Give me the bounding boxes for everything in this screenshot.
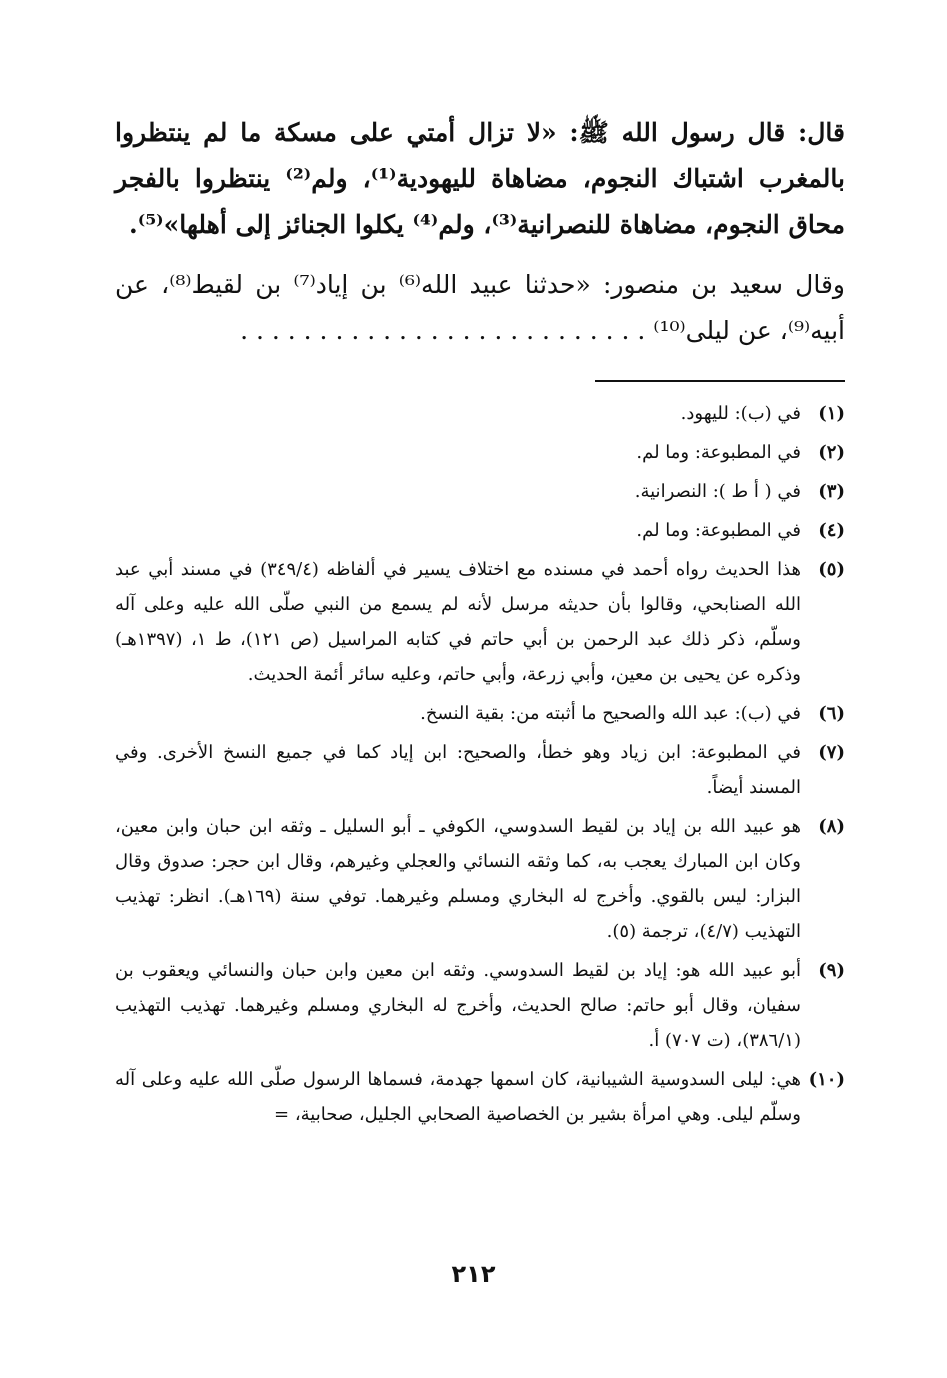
footnote-number: (٦) [818, 703, 845, 724]
footnote-text: أبو عبيد الله هو: إياد بن لقيط السدوسي. وثقه ابن معين وابن حبان والنسائي ويعقوب بن سفيان، وقال أبو حاتم: صالح الحديث، وأخرج له البخاري ومسلم وغيرهما. تهذيب التهذيب (٣٨٦/١)، (ت ٧٠٧) أ. [115, 960, 801, 1051]
footnote [115, 809, 845, 949]
footnote-number: (٤) [818, 520, 845, 541]
page-content [115, 110, 845, 1136]
footnote [115, 953, 845, 1058]
footnote-text: في ( أ ط ): النصرانية. [634, 481, 801, 502]
footnote [115, 696, 845, 731]
footnote-number: (٣) [818, 481, 845, 502]
footnote [115, 552, 845, 692]
page-number: ٢١٢ [451, 1260, 496, 1288]
footnote [115, 435, 845, 470]
footnote-text: في (ب): لليهود. [680, 403, 801, 424]
hadith-paragraph: قال: قال رسول الله ﷺ: «لا تزال أمتي على مسكة ما لم ينتظروا بالمغرب اشتباك النجوم، مضاهاة لليهودية⁽¹⁾، ولم⁽²⁾ ينتظروا بالفجر محاق النجوم، مضاهاة للنصرانية⁽³⁾، ولم⁽⁴⁾ يكلوا الجنائز إلى أهلها»⁽⁵⁾. [115, 118, 845, 239]
footnote [115, 1062, 845, 1132]
footnote-text: في (ب): عبد الله والصحيح ما أثبته من: بقية النسخ. [420, 703, 801, 724]
main-text [115, 110, 845, 354]
footnote-text: في المطبوعة: وما لم. [636, 520, 801, 541]
footnote-text: هي: ليلى السدوسية الشيبانية، كان اسمها جهدمة، فسماها الرسول صلّى الله عليه وعلى آله وسلّم ليلى. وهي امرأة بشير بن الخصاصية الصحابي الجليل، صحابية، = [115, 1069, 801, 1125]
footnote-text: هذا الحديث رواه أحمد في مسنده مع اختلاف يسير في ألفاظه (٣٤٩/٤) في مسند أبي عبد الله الصنابحي، وقالوا بأن حديثه مرسل لأنه لم يسمع من النبي صلّى الله عليه وعلى آله وسلّم، ذكر ذلك عبد الرحمن بن أبي حاتم في كتابه المراسيل (ص ١٢١)، ط ١، (١٣٩٧هـ) وذكره عن يحيى بن معين، وأبي زرعة، وأبي حاتم، وعليه سائر أئمة الحديث. [115, 559, 802, 685]
footnote-number: (١٠) [808, 1069, 845, 1090]
isnad-paragraph: وقال سعيد بن منصور: «حدثنا عبيد الله⁽⁶⁾ بن إياد⁽⁷⁾ بن لقيط⁽⁸⁾، عن أبيه⁽⁹⁾، عن ليلى⁽¹⁰⁾ . . . . . . . . . . . . . . . . . . . . . . . . . . [115, 270, 845, 345]
footnote-number: (٢) [818, 442, 845, 463]
footnotes [115, 396, 845, 1132]
footnote [115, 735, 845, 805]
footnote [115, 396, 845, 431]
footnote-number: (٧) [818, 742, 845, 763]
footnote-text: في المطبوعة: وما لم. [636, 442, 801, 463]
footnote [115, 474, 845, 509]
footnote-separator [595, 380, 845, 382]
footnote-text: في المطبوعة: ابن زياد وهو خطأ، والصحيح: ابن إياد كما في جميع النسخ الأخرى. وفي المسند أيضاً. [115, 742, 801, 798]
footnote-text: هو عبيد الله بن إياد بن لقيط السدوسي، الكوفي ـ أبو السليل ـ وثقه ابن حبان وابن معين، وكان ابن المبارك يعجب به، كما وثقه النسائي والعجلي وغيرهم، وقال ابن حجر: صدوق وقال البزار: ليس بالقوي. وأخرج له البخاري ومسلم وغيرهما. توفي سنة (١٦٩هـ). انظر: تهذيب التهذيب (٤/٧)، ترجمة (٥). [115, 816, 801, 942]
footnote-number: (١) [818, 403, 845, 424]
footnote-number: (٨) [818, 816, 845, 837]
footnote-number: (٥) [818, 559, 845, 580]
footnote-number: (٩) [818, 960, 845, 981]
footnote [115, 513, 845, 548]
